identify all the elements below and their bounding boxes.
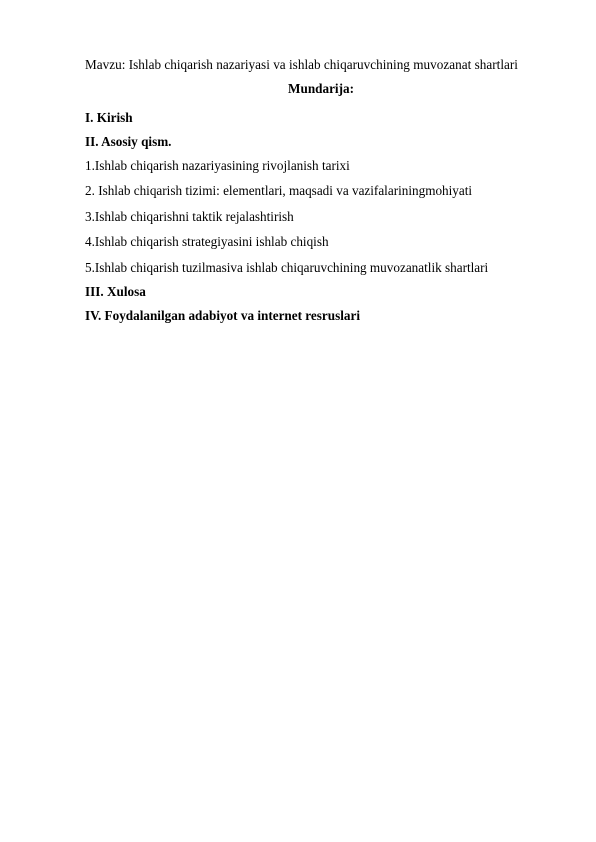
contents-item-4: 4.Ishlab chiqarish strategiyasini ishlab chiqish <box>85 234 329 249</box>
contents-item-conclusion: III. Xulosa <box>85 284 146 299</box>
contents-item-1: 1.Ishlab chiqarish nazariyasining rivojlanish tarixi <box>85 158 350 173</box>
contents-item-5: 5.Ishlab chiqarish tuzilmasiva ishlab chiqaruvchining muvozanatlik shartlari <box>85 260 489 275</box>
contents-item-introduction: I. Kirish <box>85 110 133 125</box>
contents-item-2: 2. Ishlab chiqarish tizimi: elementlari, maqsadi va vazifalariningmohiyati <box>85 183 473 198</box>
document-topic: Mavzu: Ishlab chiqarish nazariyasi va ishlab chiqaruvchining muvozanat shartlari <box>85 57 518 72</box>
contents-heading: Mundarija: <box>288 81 354 96</box>
contents-item-main-part: II. Asosiy qism. <box>85 134 172 149</box>
contents-item-3: 3.Ishlab chiqarishni taktik rejalashtirish <box>85 209 294 224</box>
contents-item-references: IV. Foydalanilgan adabiyot va internet resruslari <box>85 308 361 323</box>
